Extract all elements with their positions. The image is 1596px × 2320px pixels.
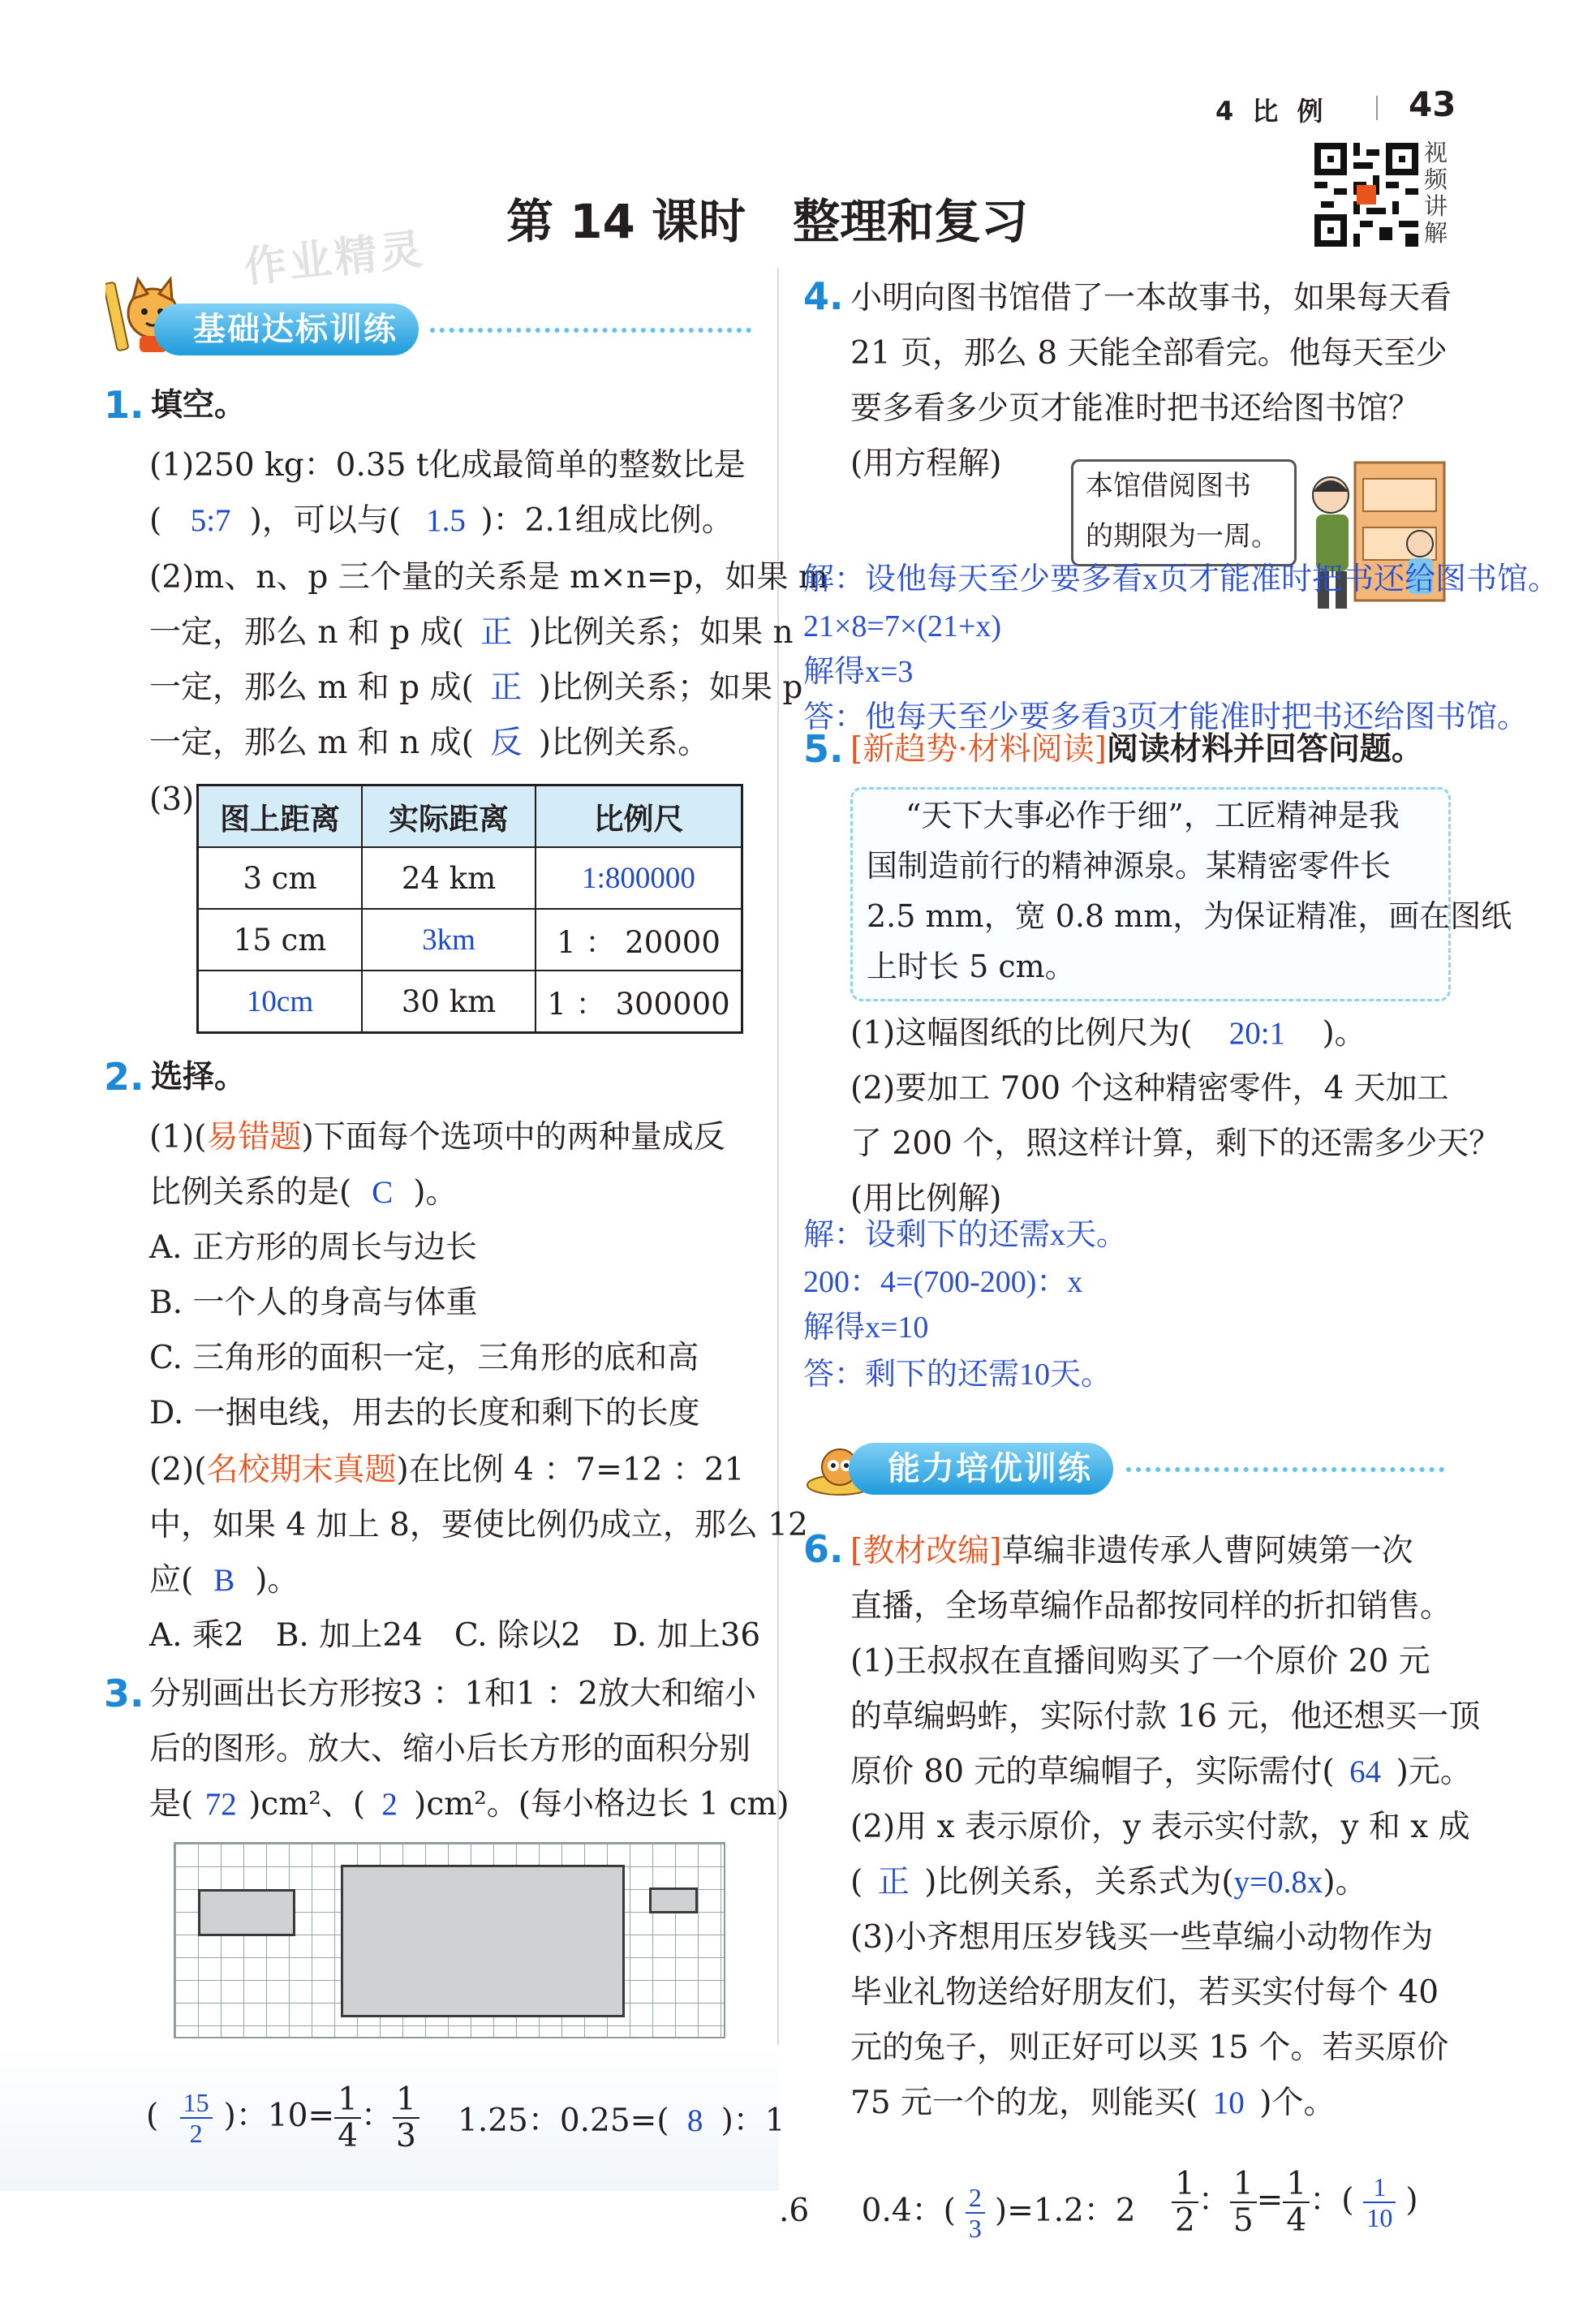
table-answer-cell[interactable]: 10cm (198, 971, 363, 1033)
watermark: 作业精灵 (242, 225, 428, 293)
q1-answer-mp[interactable]: 正 (490, 670, 523, 705)
table-answer-cell[interactable]: 3km (362, 909, 536, 971)
q4-solution-line2: 21×8=7×(21+x) (803, 609, 1002, 643)
q2-number: 2. (104, 1055, 144, 1099)
q5-p2-line1: (2)要加工 700 个这种精密零件，4 天加工 (850, 1070, 1449, 1107)
q6-number: 6. (803, 1527, 844, 1571)
q6-line1: [教材改编]草编非遗传承人曹阿姨第一次 (850, 1533, 1413, 1569)
table-row (198, 971, 742, 1033)
q6-p3-line2: 毕业礼物送给好朋友们，若买实付每个 40 (850, 1974, 1439, 2011)
q5-p2-line2: 了 200 个，照这样计算，剩下的还需多少天？ (850, 1126, 1501, 1162)
q2-tag-error-prone: 易错题 (206, 1119, 302, 1156)
q3-number: 3. (104, 1672, 144, 1715)
q4-line3: 要多看多少页才能准时把书还给图书馆？ (850, 390, 1421, 427)
q2-answer-2[interactable]: B (213, 1563, 235, 1598)
q6-p3-line4: 75 元一个的龙，则能买( 10 )个。 (850, 2085, 1336, 2121)
scale-table (196, 784, 743, 1034)
bottom-answer-fraction-4[interactable]: $\frac{1}{10}$ (1363, 2174, 1396, 2231)
reduced-rectangle (649, 1887, 698, 1913)
q5-p1: (1)这幅图纸的比例尺为( 20:1 )。 (850, 1015, 1366, 1052)
q2-option-d: D. 一捆电线，用去的长度和剩下的长度 (149, 1395, 700, 1431)
q5-solution-line4: 答：剩下的还需10天。 (803, 1358, 1112, 1392)
q4-line4: (用方程解) (850, 445, 1002, 482)
q3-line2: 后的图形。放大、缩小后长方形的面积分别 (149, 1731, 751, 1767)
q4-solution-line4: 答：他每天至少要多看3页才能准时把书还给图书馆。 (803, 700, 1529, 734)
fraction: $\frac{1}{3}$ (393, 2084, 419, 2152)
q5-material-line4: 上时长 5 cm。 (867, 949, 1076, 984)
q5-material-line2: 国制造前行的精神源泉。某精密零件长 (867, 848, 1392, 884)
table-answer-cell[interactable]: 1:800000 (536, 847, 742, 909)
bottom-expr-1: ( $\frac{15}{2}$ )：10= $\frac{1}{4}$ ： $\frac{1}{3}$ (146, 2084, 419, 2152)
q4-line2: 21 页，那么 8 天能全部看完。他每天至少 (850, 335, 1448, 372)
column-divider (777, 268, 779, 2134)
q5-tag-new-trend: [新趋势·材料阅读] (850, 731, 1107, 768)
q2-option-c: C. 三角形的面积一定，三角形的底和高 (149, 1340, 699, 1376)
q1-answer-proportion[interactable]: 1.5 (426, 503, 466, 538)
table-cell: 24 km (362, 847, 536, 909)
bottom-expr-2: 1.25：0.25=( 8 )：1 (458, 2103, 785, 2139)
header-divider (1376, 96, 1378, 120)
q3-line3: 是( 72 )cm²、( 2 )cm²。(每小格边长 1 cm) (149, 1786, 789, 1823)
section-advanced-dots (1126, 1467, 1444, 1472)
bottom-answer-fraction-1[interactable]: $\frac{15}{2}$ (180, 2090, 213, 2146)
q1-title: 填空。 (151, 387, 247, 424)
q2-option-a: A. 正方形的周长与边长 (149, 1229, 477, 1266)
bottom-expr-3: .6 0.4：( $\frac{2}{3}$ )=1.2：2 (779, 2183, 1136, 2243)
original-rectangle (198, 1889, 295, 1936)
q6-line2: 直播，全场草编作品都按同样的折扣销售。 (850, 1588, 1452, 1625)
bottom-answer-2[interactable]: 8 (686, 2103, 703, 2138)
table-cell: 15 cm (198, 909, 363, 971)
q5-p2-line3: (用比例解) (850, 1181, 1002, 1217)
q6-p2-line2: ( 正 )比例关系，关系式为(y=0.8x)。 (850, 1864, 1367, 1900)
q6-answer-dragon-count[interactable]: 10 (1212, 2085, 1245, 2120)
table-row (198, 909, 742, 971)
q1-p2-line2: 一定，那么 n 和 p 成( 正 )比例关系；如果 n (149, 614, 794, 651)
q1-answer-ratio[interactable]: 5:7 (190, 503, 231, 538)
q6-p3-line3: 元的兔子，则正好可以买 15 个。若买原价 (850, 2029, 1449, 2066)
q1-p1-line1: (1)250 kg：0.35 t化成最简单的整数比是 (149, 447, 746, 484)
section-advanced-banner: 能力培优训练 (849, 1443, 1113, 1495)
q2-p2-line2: 中，如果 4 加上 8，要使比例仍成立，那么 12 (149, 1507, 808, 1543)
scale-table-header (198, 786, 742, 848)
table-cell: 1 ： 300000 (536, 971, 742, 1033)
fraction: $\frac{1}{4}$ (1283, 2168, 1310, 2236)
q2-p1-line2: 比例关系的是( C )。 (149, 1174, 458, 1211)
q3-line1: 分别画出长方形按3 ：1和1 ：2放大和缩小 (149, 1676, 757, 1712)
q2-p1-line1: (1)(易错题)下面每个选项中的两种量成反 (149, 1119, 725, 1156)
library-notice-line2: 的期限为一周。 (1086, 520, 1279, 553)
q4-number: 4. (803, 274, 844, 318)
q6-p1-line3: 原价 80 元的草编帽子，实际需付( 64 )元。 (850, 1754, 1472, 1790)
table-cell: 30 km (362, 971, 536, 1033)
q2-option-b: B. 一个人的身高与体重 (149, 1285, 478, 1321)
library-notice-line1: 本馆借阅图书 (1086, 470, 1251, 502)
q6-tag-textbook: [教材改编] (850, 1533, 1002, 1569)
bottom-answer-fraction-3[interactable]: $\frac{2}{3}$ (966, 2184, 985, 2241)
bottom-expr-4: $\frac{1}{2}$ ： $\frac{1}{5}$ = $\frac{1}{4}$ ：( $\frac{1}{10}$ ) (1172, 2168, 1418, 2236)
q6-p2-line1: (2)用 x 表示原价，y 表示实付款，y 和 x 成 (850, 1809, 1470, 1845)
q2-p2-line1: (2)(名校期末真题)在比例 4 ：7=12 ：21 (149, 1452, 745, 1488)
q6-answer-relation[interactable]: 正 (877, 1865, 910, 1900)
q5-title: [新趋势·材料阅读]阅读材料并回答问题。 (850, 731, 1423, 768)
q5-material-line1: “天下大事必作于细”，工匠精神是我 (906, 798, 1400, 833)
q6-answer-hat-price[interactable]: 64 (1349, 1754, 1382, 1789)
table-cell: 3 cm (198, 847, 363, 909)
q2-tag-final-exam: 名校期末真题 (206, 1452, 397, 1488)
qr-caption: 视频讲解 (1424, 139, 1448, 247)
q5-answer-scale[interactable]: 20:1 (1228, 1016, 1286, 1051)
q4-solution-line1: 解：设他每天至少要多看x页才能准时把书还给图书馆。 (803, 562, 1559, 596)
q6-p1-line1: (1)王叔叔在直播间购买了一个原价 20 元 (850, 1643, 1430, 1680)
q5-solution-line3: 解得x=10 (803, 1311, 929, 1345)
fraction: $\frac{1}{2}$ (1172, 2168, 1198, 2236)
lesson-title: 第 14 课时 整理和复习 (506, 194, 1029, 249)
q1-p2-line1: (2)m、n、p 三个量的关系是 m×n=p，如果 m (149, 559, 828, 596)
q2-p2-options: A. 乘2 B. 加上24 C. 除以2 D. 加上36 (149, 1617, 761, 1654)
q4-line1: 小明向图书馆借了一本故事书，如果每天看 (850, 280, 1452, 316)
q3-answer-reduced-area[interactable]: 2 (381, 1787, 398, 1822)
q6-answer-formula[interactable]: y=0.8x (1233, 1865, 1323, 1900)
q1-p2-line4: 一定，那么 m 和 n 成( 反 )比例关系。 (149, 725, 710, 761)
q3-answer-enlarged-area[interactable]: 72 (204, 1787, 237, 1822)
q5-material-line3: 2.5 mm，宽 0.8 mm，为保证精准，画在图纸 (867, 898, 1512, 934)
section-basic-banner: 基础达标训练 (154, 303, 419, 355)
q1-p3-label: (3) (149, 781, 195, 818)
q5-solution-line1: 解：设剩下的还需x天。 (803, 1218, 1128, 1252)
q5-number: 5. (803, 727, 844, 771)
table-header-cell: 图上距离 (198, 786, 363, 848)
table-cell: 1 ： 20000 (536, 909, 742, 971)
q1-p1-line2: ( 5:7 )，可以与( 1.5 )：2.1组成比例。 (149, 502, 733, 539)
qr-code-icon[interactable] (1314, 143, 1418, 247)
table-header-cell: 实际距离 (362, 786, 536, 848)
q5-solution-line2: 200：4=(700-200)：x (803, 1265, 1083, 1299)
q1-answer-np[interactable]: 正 (480, 615, 513, 650)
page-number: 43 (1409, 84, 1456, 124)
q4-solution-line3: 解得x=3 (803, 655, 914, 689)
q6-p1-line2: 的草编蚂蚱，实际付款 16 元，他还想买一顶 (850, 1698, 1481, 1735)
fraction: $\frac{1}{4}$ (334, 2084, 361, 2152)
q2-p2-line3: 应( B )。 (149, 1562, 299, 1599)
q1-number: 1. (104, 383, 144, 427)
chapter-label: 4 比 例 (1215, 96, 1328, 127)
q1-p2-line3: 一定，那么 m 和 p 成( 正 )比例关系；如果 p (149, 669, 803, 706)
table-row (198, 847, 742, 909)
q2-title: 选择。 (151, 1059, 247, 1095)
q6-p3-line1: (3)小齐想用压岁钱买一些草编小动物作为 (850, 1919, 1434, 1956)
section-basic-dots (430, 328, 751, 333)
q2-answer-1[interactable]: C (372, 1175, 394, 1210)
q1-answer-mn[interactable]: 反 (490, 725, 523, 760)
enlarged-rectangle (341, 1865, 625, 2017)
fraction: $\frac{1}{5}$ (1230, 2168, 1257, 2236)
table-header-cell: 比例尺 (536, 786, 742, 848)
